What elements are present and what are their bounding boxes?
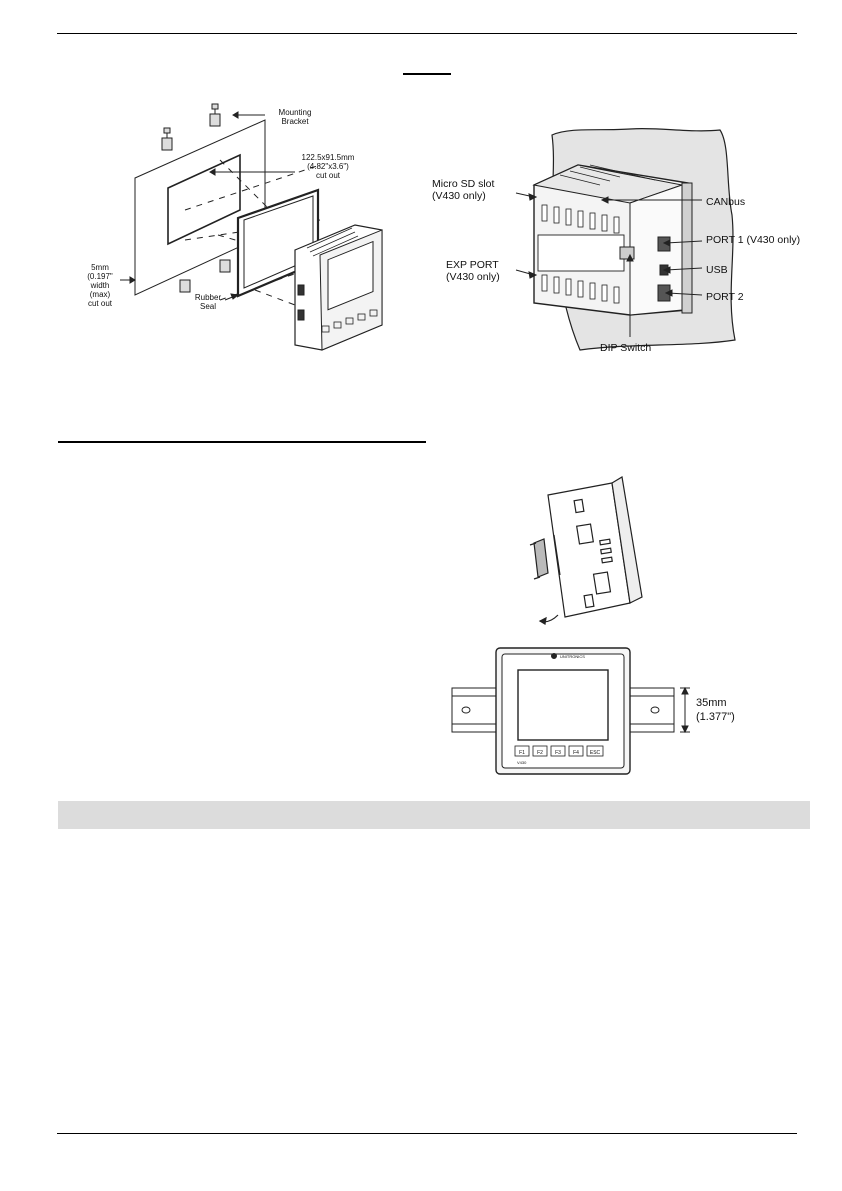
model-text: V430 <box>517 760 527 765</box>
label-micro-sd-2: (V430 only) <box>432 190 486 202</box>
unitronics-logo <box>552 654 557 659</box>
label-cutout-2: (4.82"x3.6") <box>307 162 349 171</box>
section-header-band <box>58 801 810 829</box>
key-f4: F4 <box>573 750 579 756</box>
section-underline <box>58 441 426 443</box>
label-cutout-3: cut out <box>315 171 341 180</box>
key-f3: F3 <box>555 750 561 756</box>
label-mounting-bracket-2: Bracket <box>281 117 309 126</box>
label-dip-switch: DIP Switch <box>600 342 652 354</box>
label-exp-port-2: (V430 only) <box>446 271 500 283</box>
label-dimension-2: (1.377") <box>696 711 735 723</box>
label-mounting-bracket-1: Mounting <box>278 108 312 117</box>
key-f2: F2 <box>537 750 543 756</box>
rear-view-figure <box>430 125 830 365</box>
label-seal-1: Rubber <box>194 293 222 302</box>
label-canbus: CANbus <box>706 196 746 208</box>
key-esc: ESC <box>589 750 601 756</box>
label-width-2: (0.197" <box>87 272 113 281</box>
label-micro-sd-1: Micro SD slot <box>432 178 495 190</box>
function-keys <box>515 746 603 756</box>
label-width-4: (max) <box>89 290 111 299</box>
title-underline <box>403 73 451 75</box>
label-usb: USB <box>706 264 728 276</box>
label-exp-port-1: EXP PORT <box>446 259 499 271</box>
din-rail-clip <box>534 539 548 577</box>
label-cutout-1: 122.5x91.5mm <box>301 153 355 162</box>
brand-text: UNITRONICS <box>560 654 585 659</box>
device-screen <box>518 670 608 740</box>
mounting-bracket-top <box>210 104 220 126</box>
panel-mount-figure <box>70 100 430 370</box>
din-rail-side-figure <box>520 455 660 630</box>
label-port1: PORT 1 (V430 only) <box>706 234 801 246</box>
key-f1: F1 <box>519 750 525 756</box>
label-seal-2: Seal <box>199 302 217 311</box>
label-port2: PORT 2 <box>706 291 744 303</box>
footer-rule <box>57 1133 797 1134</box>
din-rail-front-figure <box>450 646 790 776</box>
header-rule <box>57 33 797 34</box>
label-width-3: width <box>90 281 110 290</box>
label-width-5: cut out <box>87 299 113 308</box>
label-dimension-1: 35mm <box>696 697 727 709</box>
label-width-1: 5mm <box>91 263 109 272</box>
